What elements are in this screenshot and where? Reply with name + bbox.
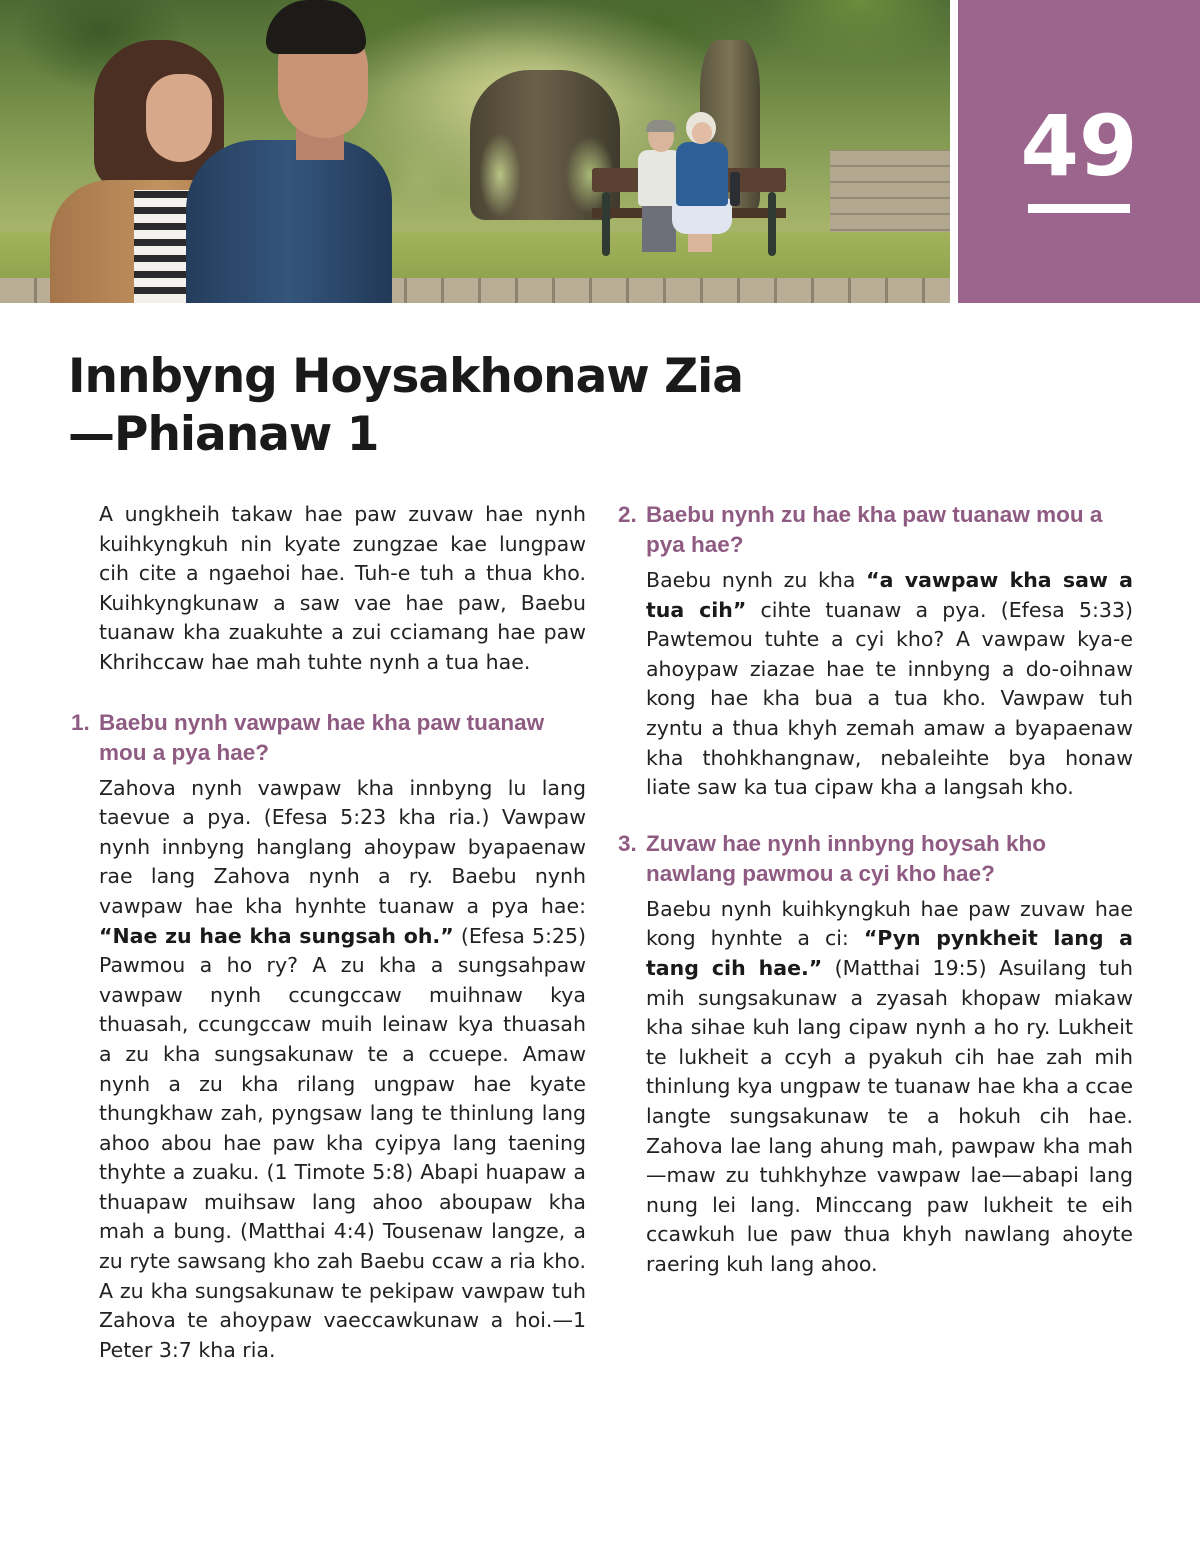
question-text: Zuvaw hae nynh innbyng hoysah kho nawlang pawmou a cyi kho hae? (646, 830, 1047, 886)
scripture-quote: “Pyn pynkheit lang a tang cih hae.” (646, 926, 1133, 980)
elderly-woman-figure (672, 112, 732, 252)
chapter-badge (958, 0, 1200, 303)
young-man-figure (186, 0, 396, 303)
stone-wall (830, 150, 950, 245)
title-line-2: —Phianaw 1 (68, 407, 379, 462)
scripture-quote: “Nae zu hae kha sungsah oh.” (99, 923, 454, 948)
page-title (68, 348, 888, 464)
question-1 (68, 708, 586, 768)
header-photo (0, 0, 950, 303)
chapter-underline (1028, 204, 1130, 213)
answer-1: Zahova nynh vawpaw kha innbyng lu lang taevue a pya. (Efesa 5:23 kha ria.) Vawpaw nynh innbyng hanglang ahoypaw byapaenaw rae lang Zahova nynh a ry. Baebu nynh vawpaw hae kha hynhte tuanaw a pya hae: “Nae zu hae kha sungsah oh.” (Efesa 5:25) Pawmou a ho ry? A zu kha a sungsahpaw vawpaw nynh ccungccaw muihnaw kya thuasah, ccungccaw muih leinaw kya thuasah a zu kha sungsakunaw te a ccuepe. Amaw nynh a zu kha rilang ungpaw hae kyate thungkhaw zah, pyngsaw lang te thinlung lang ahoo abou hae paw kha cyipya lang taening thyhte a zuaku. (1 Timote 5:8) Abapi huapaw a thuapaw muihsaw lang ahoo aboupaw kha mah a bung. (Matthai 4:4) Tousenaw langze, a zu ryte sawsang kho zah Baebu ccaw a ria kho. A zu kha sungsakunaw te pekipaw vawpaw tuh Zahova te ahoypaw vaeccawkunaw a hoi.—1 Peter 3:7 kha ria. (99, 775, 587, 1362)
bottle (730, 172, 740, 206)
chapter-number: 49 (1020, 97, 1138, 195)
question-3 (615, 829, 1133, 889)
answer-3: Baebu nynh kuihkyngkuh hae paw zuvaw hae kong hynhte a ci: “Pyn pynkheit lang a tang cih hae.” (Matthai 19:5) Asuilang tuh mih sungsakunaw a zyasah khopaw miakaw kha sihae kuh lang cipaw nynh a ho ry. Lukheit te lukheit a ccyh a pyakuh cih hae zah mih thinlung kya ungpaw te tuanaw hae kha a ccae langte sungsakunaw te a hokuh cih hae. Zahova lae lang ahung mah, pawpaw kha mah—maw zu tuhkhyhze vawpaw lae—abapi lang nung lei lang. Minccang paw lukheit te eih ccawkuh lue paw thua khyh nawlang ahoyte raering kuh lang ahoo. (646, 896, 1133, 1276)
question-text: Baebu nynh vawpaw hae kha paw tuanaw mou a pya hae? (99, 709, 545, 765)
scripture-quote: “a vawpaw kha saw a tua cih” (646, 568, 1133, 622)
intro-paragraph: A ungkheih takaw hae paw zuvaw hae nynh kuihkyngkuh nin kyate zungzae kae lungpaw cih cite a ngaehoi hae. Tuh-e tuh a thua kho. Kuihkyngkunaw a saw vae hae paw, Baebu tuanaw kha zuakuhte a zui cciamang hae paw Khrihccaw hae mah tuhte nynh a tua hae. (99, 502, 586, 674)
question-2 (615, 500, 1133, 560)
question-text: Baebu nynh zu hae kha paw tuanaw mou a pya hae? (646, 502, 1103, 557)
question-number: 3. (618, 830, 637, 856)
answer-2: Baebu nynh zu kha “a vawpaw kha saw a tua cih” cihte tuanaw a pya. (Efesa 5:33) Pawtemou tuhte a cyi kho? A vawpaw kya-e ahoypaw ziazae hae te innbyng a do-oihnaw kong hae kha bua a tua kho. Vawpaw tuh zyntu a thua khyh zemah amaw a byapaenaw kha thohkhangnaw, nebaleihte bya honaw liate saw ka tua cipaw kha a langsah kho. (646, 568, 1133, 800)
left-column (68, 500, 586, 1391)
title-line-1: Innbyng Hoysakhonaw Zia (68, 349, 743, 404)
question-number: 2. (618, 502, 637, 527)
right-column (615, 500, 1133, 1305)
question-number: 1. (71, 709, 90, 735)
